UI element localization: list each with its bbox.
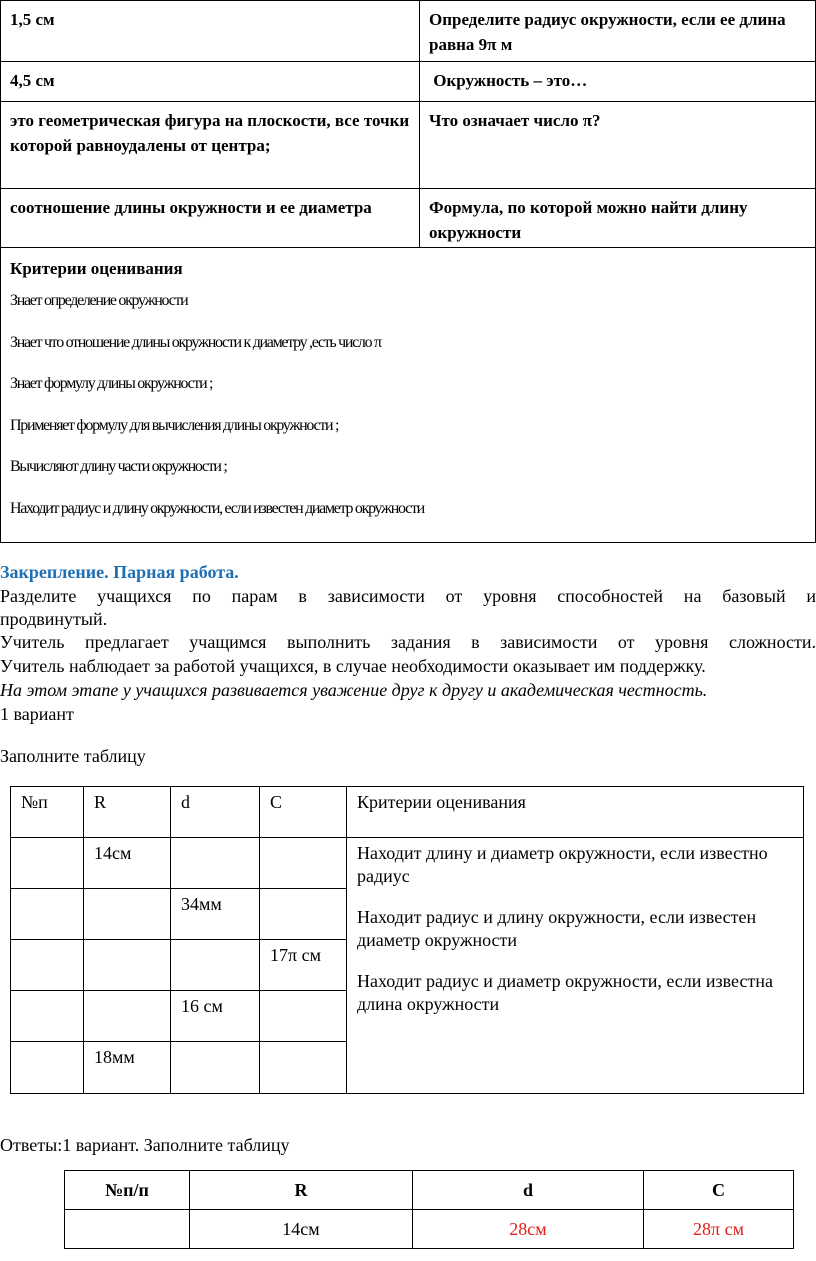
table-header: №п [11, 787, 84, 838]
table-cell [171, 1042, 260, 1094]
table-cell [11, 838, 84, 889]
criteria-title: Критерии оценивания [10, 259, 183, 278]
table-cell [260, 1042, 347, 1094]
criteria-item: Знает формулу длины окружности ; [10, 375, 213, 393]
answers-cell: 14см [190, 1210, 413, 1249]
card-cell: 4,5 см [1, 62, 420, 102]
table-cell [11, 940, 84, 991]
card-cell: Что означает число π? [420, 102, 816, 189]
paragraph: Учитель предлагает учащимся выполнить задания в зависимости от уровня сложности. [0, 632, 816, 652]
answers-cell [65, 1210, 190, 1249]
paragraph: Учитель наблюдает за работой учащихся, в случае необходимости оказывает им поддержку. [0, 656, 706, 676]
section-heading: Закрепление. Парная работа. [0, 562, 239, 582]
task-criteria-item: Находит радиус и диаметр окружности, если известна длина окружности [357, 971, 773, 1014]
table-cell [84, 940, 171, 991]
table-header: C [260, 787, 347, 838]
criteria-item: Находит радиус и длину окружности, если известен диаметр окружности [10, 499, 424, 517]
answers-title: Ответы:1 вариант. Заполните таблицу [0, 1135, 290, 1155]
table-cell [171, 838, 260, 889]
table-cell: 17π см [260, 940, 347, 991]
answers-cell-red: 28π см [644, 1210, 794, 1249]
paragraph-italic: На этом этапе у учащихся развивается уважение друг к другу и академическая честность. [0, 680, 708, 700]
table-cell [11, 991, 84, 1042]
task-criteria-item: Находит длину и диаметр окружности, если известно радиус [357, 843, 768, 886]
card-cell: это геометрическая фигура на плоскости, все точки которой равноудалены от центра; [1, 102, 420, 189]
card-table [0, 0, 816, 543]
table-cell [11, 1042, 84, 1094]
variant-label: 1 вариант [0, 704, 74, 724]
answers-header: №п/п [65, 1171, 190, 1210]
table-cell [84, 889, 171, 940]
criteria-item: Знает определение окружности [10, 292, 188, 309]
answers-header: R [190, 1171, 413, 1210]
table-cell: 34мм [171, 889, 260, 940]
card-cell: Окружность – это… [420, 62, 816, 102]
criteria-item: Вычисляют длину части окружности ; [10, 458, 227, 476]
card-cell: соотношение длины окружности и ее диаметра [1, 189, 420, 248]
paragraph: Разделите учащихся по парам в зависимости от уровня способностей на базовый и [0, 586, 816, 606]
table-header: d [171, 787, 260, 838]
answers-cell-red: 28см [413, 1210, 644, 1249]
table-cell [11, 889, 84, 940]
table-cell [260, 889, 347, 940]
table-cell [84, 991, 171, 1042]
criteria-cell [1, 248, 816, 543]
table-cell [171, 940, 260, 991]
criteria-item: Применяет формулу для вычисления длины окружности ; [10, 416, 339, 434]
card-cell: 1,5 см [1, 1, 420, 62]
table-cell [260, 838, 347, 889]
answers-table [64, 1170, 794, 1249]
task-criteria-cell [347, 838, 804, 1094]
card-cell: Определите радиус окружности, если ее длина равна 9π м [420, 1, 816, 62]
paragraph: продвинутый. [0, 609, 108, 629]
card-cell: Формула, по которой можно найти длину окружности [420, 189, 816, 248]
answers-header: C [644, 1171, 794, 1210]
answers-header: d [413, 1171, 644, 1210]
table-cell [260, 991, 347, 1042]
task-table [10, 786, 804, 1094]
table-header: Критерии оценивания [347, 787, 804, 838]
criteria-item: Знает что отношение длины окружности к диаметру ,есть число π [10, 333, 381, 351]
task-criteria-item: Находит радиус и длину окружности, если известен диаметр окружности [357, 907, 757, 950]
fill-table-label: Заполните таблицу [0, 746, 146, 766]
table-cell: 16 см [171, 991, 260, 1042]
table-cell: 18мм [84, 1042, 171, 1094]
table-header: R [84, 787, 171, 838]
table-cell: 14см [84, 838, 171, 889]
